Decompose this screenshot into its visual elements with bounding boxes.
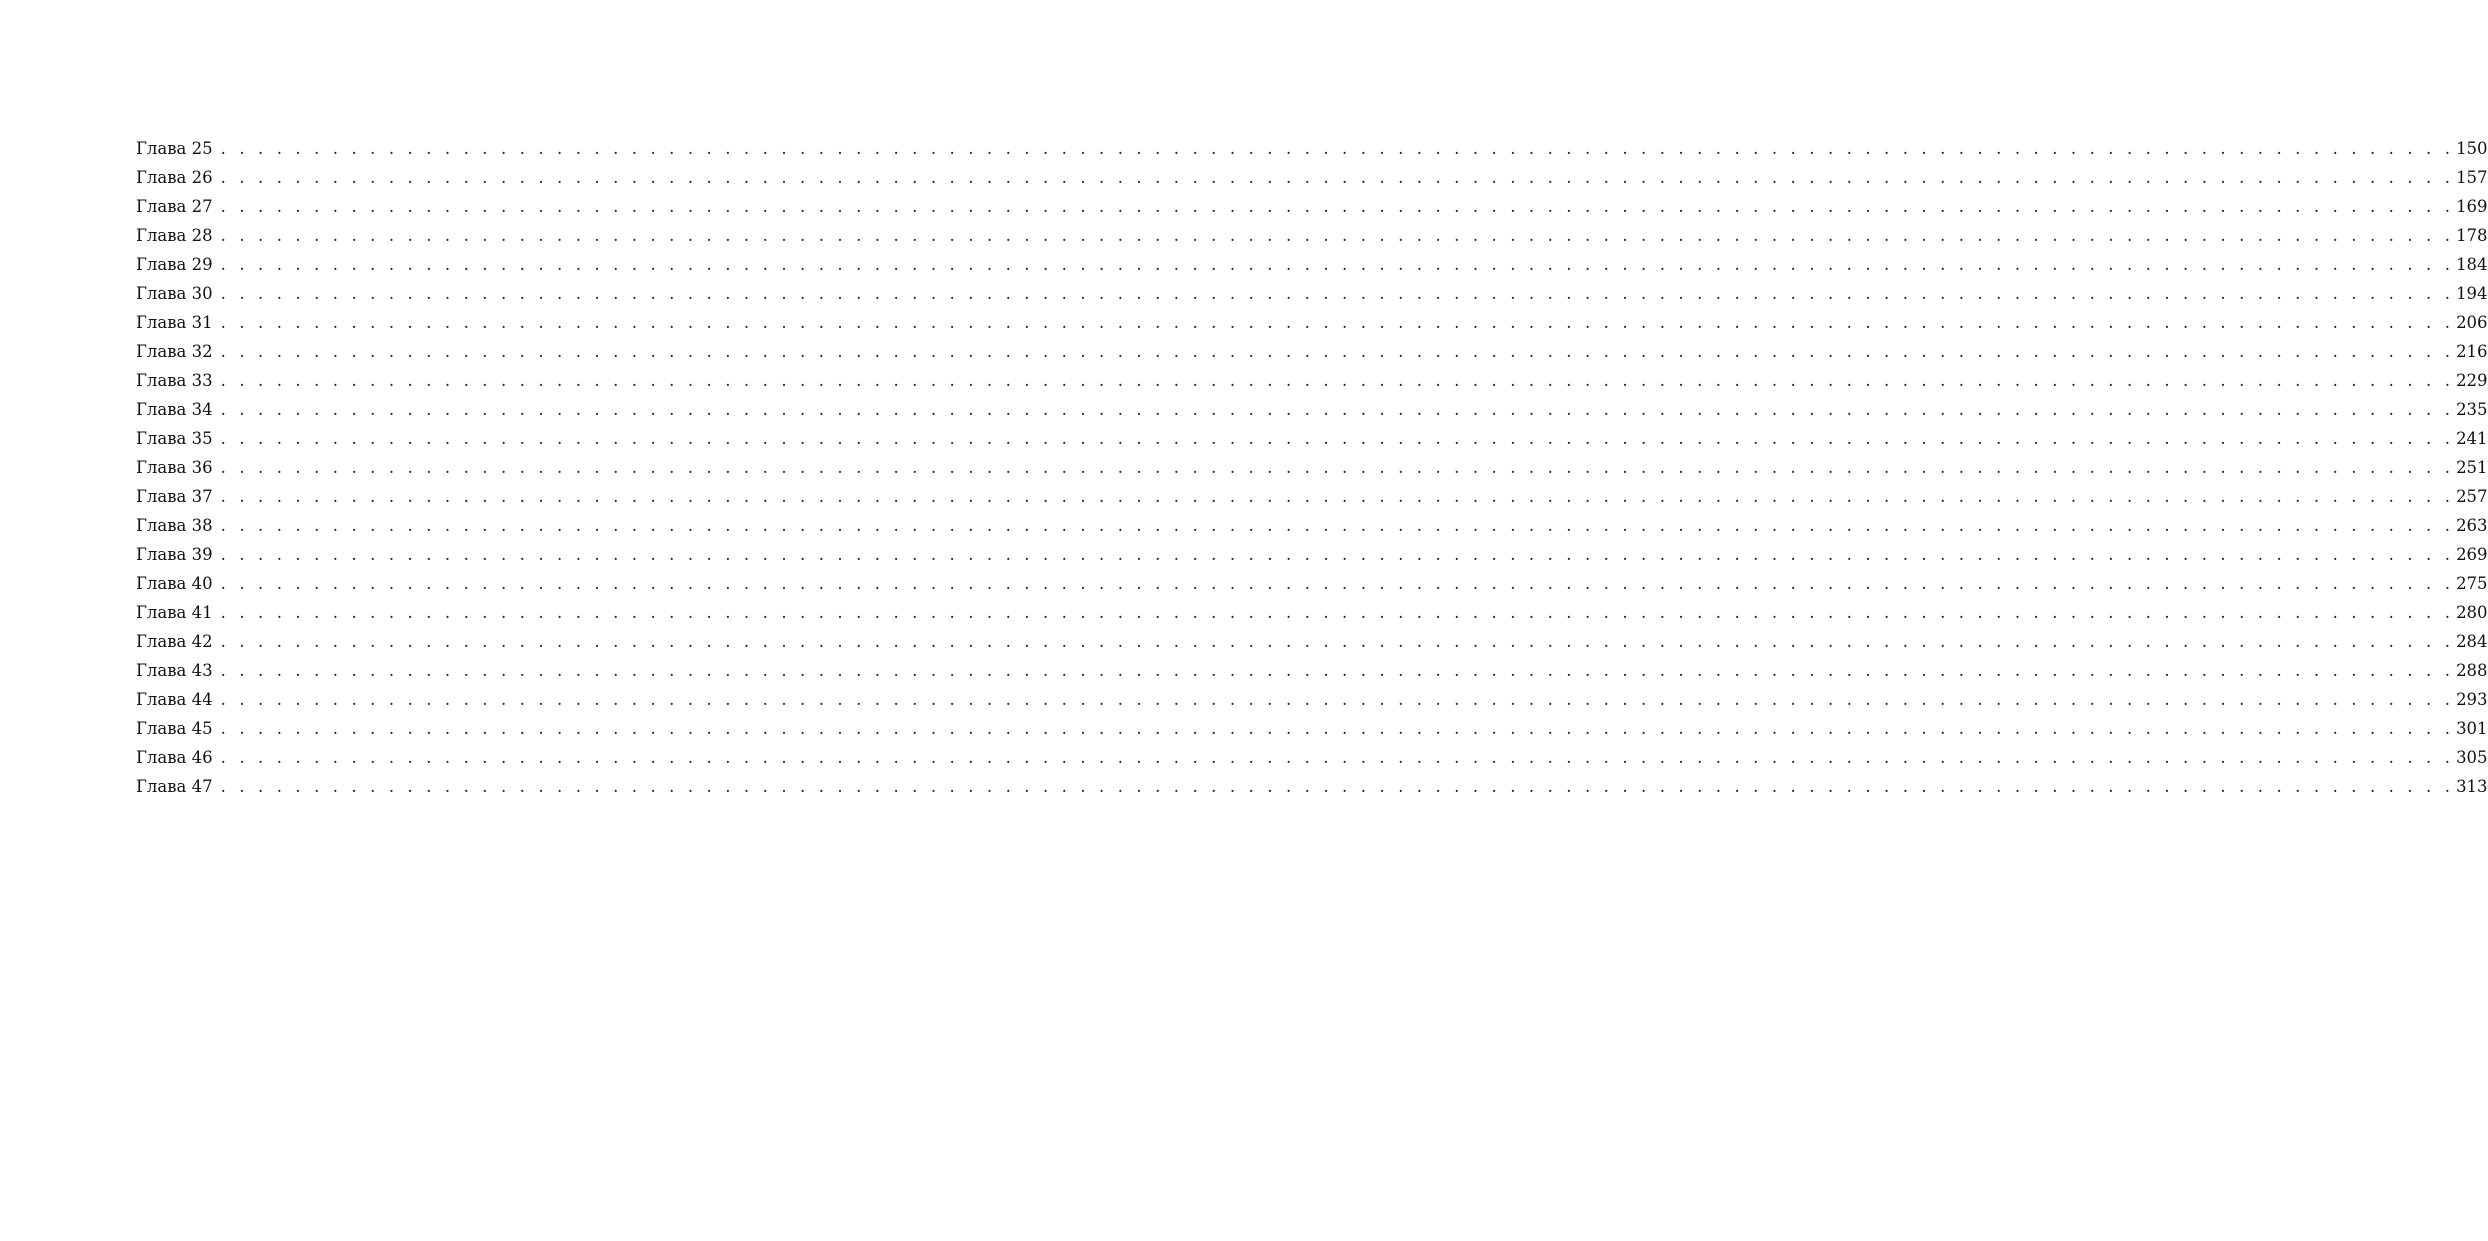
toc-entry-page-number: 194 <box>2456 284 2488 303</box>
toc-entry-label: Глава 30 <box>136 284 213 303</box>
toc-entry[interactable] <box>136 631 2488 660</box>
dot-leader: . . . . . . . . . . . . . . . . . . . . . . . . . . . . . . . . . . . . . . . . . . . . . . . . . . . . . . . . . . . . . . . . . . . . . . . . . . . . . . . . . . . . . . . . . . . . . . . . . . . . . . . . . . . . . . . . . . . . . . . . <box>220 748 2455 767</box>
dot-leader: . . . . . . . . . . . . . . . . . . . . . . . . . . . . . . . . . . . . . . . . . . . . . . . . . . . . . . . . . . . . . . . . . . . . . . . . . . . . . . . . . . . . . . . . . . . . . . . . . . . . . . . . . . . . . . . . . . . . . . . . <box>220 719 2455 738</box>
toc-entry-page-number: 305 <box>2456 748 2488 767</box>
toc-entry[interactable] <box>136 544 2488 573</box>
dot-leader: . . . . . . . . . . . . . . . . . . . . . . . . . . . . . . . . . . . . . . . . . . . . . . . . . . . . . . . . . . . . . . . . . . . . . . . . . . . . . . . . . . . . . . . . . . . . . . . . . . . . . . . . . . . . . . . . . . . . . . . . <box>220 139 2455 158</box>
toc-entry[interactable] <box>136 399 2488 428</box>
toc-entry-page-number: 288 <box>2456 661 2488 680</box>
toc-entry[interactable] <box>136 138 2488 167</box>
toc-entry[interactable] <box>136 486 2488 515</box>
dot-leader: . . . . . . . . . . . . . . . . . . . . . . . . . . . . . . . . . . . . . . . . . . . . . . . . . . . . . . . . . . . . . . . . . . . . . . . . . . . . . . . . . . . . . . . . . . . . . . . . . . . . . . . . . . . . . . . . . . . . . . . . <box>220 661 2455 680</box>
toc-entry-page-number: 206 <box>2456 313 2488 332</box>
toc-entry[interactable] <box>136 689 2488 718</box>
toc-entry-label: Глава 45 <box>136 719 213 738</box>
toc-entry-page-number: 263 <box>2456 516 2488 535</box>
toc-entry-page-number: 313 <box>2456 777 2488 796</box>
toc-entry-label: Глава 43 <box>136 661 213 680</box>
toc-entry-label: Глава 33 <box>136 371 213 390</box>
toc-entry-label: Глава 40 <box>136 574 213 593</box>
toc-entry[interactable] <box>136 428 2488 457</box>
dot-leader: . . . . . . . . . . . . . . . . . . . . . . . . . . . . . . . . . . . . . . . . . . . . . . . . . . . . . . . . . . . . . . . . . . . . . . . . . . . . . . . . . . . . . . . . . . . . . . . . . . . . . . . . . . . . . . . . . . . . . . . . <box>220 545 2455 564</box>
dot-leader: . . . . . . . . . . . . . . . . . . . . . . . . . . . . . . . . . . . . . . . . . . . . . . . . . . . . . . . . . . . . . . . . . . . . . . . . . . . . . . . . . . . . . . . . . . . . . . . . . . . . . . . . . . . . . . . . . . . . . . . . <box>220 429 2455 448</box>
toc-entry-label: Глава 26 <box>136 168 213 187</box>
toc-entry-page-number: 301 <box>2456 719 2488 738</box>
toc-entry-page-number: 257 <box>2456 487 2488 506</box>
toc-entry-page-number: 178 <box>2456 226 2488 245</box>
dot-leader: . . . . . . . . . . . . . . . . . . . . . . . . . . . . . . . . . . . . . . . . . . . . . . . . . . . . . . . . . . . . . . . . . . . . . . . . . . . . . . . . . . . . . . . . . . . . . . . . . . . . . . . . . . . . . . . . . . . . . . . . <box>220 400 2455 419</box>
dot-leader: . . . . . . . . . . . . . . . . . . . . . . . . . . . . . . . . . . . . . . . . . . . . . . . . . . . . . . . . . . . . . . . . . . . . . . . . . . . . . . . . . . . . . . . . . . . . . . . . . . . . . . . . . . . . . . . . . . . . . . . . <box>220 777 2455 796</box>
toc-entry[interactable] <box>136 602 2488 631</box>
toc-entry[interactable] <box>136 341 2488 370</box>
dot-leader: . . . . . . . . . . . . . . . . . . . . . . . . . . . . . . . . . . . . . . . . . . . . . . . . . . . . . . . . . . . . . . . . . . . . . . . . . . . . . . . . . . . . . . . . . . . . . . . . . . . . . . . . . . . . . . . . . . . . . . . . <box>220 516 2455 535</box>
toc-entry-page-number: 275 <box>2456 574 2488 593</box>
toc-entry-label: Глава 44 <box>136 690 213 709</box>
toc-entry-label: Глава 39 <box>136 545 213 564</box>
toc-entry-label: Глава 35 <box>136 429 213 448</box>
dot-leader: . . . . . . . . . . . . . . . . . . . . . . . . . . . . . . . . . . . . . . . . . . . . . . . . . . . . . . . . . . . . . . . . . . . . . . . . . . . . . . . . . . . . . . . . . . . . . . . . . . . . . . . . . . . . . . . . . . . . . . . . <box>220 371 2455 390</box>
toc-entry-page-number: 157 <box>2456 168 2488 187</box>
toc-entry-page-number: 280 <box>2456 603 2488 622</box>
dot-leader: . . . . . . . . . . . . . . . . . . . . . . . . . . . . . . . . . . . . . . . . . . . . . . . . . . . . . . . . . . . . . . . . . . . . . . . . . . . . . . . . . . . . . . . . . . . . . . . . . . . . . . . . . . . . . . . . . . . . . . . . <box>220 226 2455 245</box>
toc-entry[interactable] <box>136 660 2488 689</box>
toc-entry-label: Глава 38 <box>136 516 213 535</box>
dot-leader: . . . . . . . . . . . . . . . . . . . . . . . . . . . . . . . . . . . . . . . . . . . . . . . . . . . . . . . . . . . . . . . . . . . . . . . . . . . . . . . . . . . . . . . . . . . . . . . . . . . . . . . . . . . . . . . . . . . . . . . . <box>220 690 2455 709</box>
toc-entry-label: Глава 36 <box>136 458 213 477</box>
toc-entry[interactable] <box>136 254 2488 283</box>
dot-leader: . . . . . . . . . . . . . . . . . . . . . . . . . . . . . . . . . . . . . . . . . . . . . . . . . . . . . . . . . . . . . . . . . . . . . . . . . . . . . . . . . . . . . . . . . . . . . . . . . . . . . . . . . . . . . . . . . . . . . . . . <box>220 632 2455 651</box>
table-of-contents <box>136 138 2488 805</box>
toc-entry-label: Глава 28 <box>136 226 213 245</box>
dot-leader: . . . . . . . . . . . . . . . . . . . . . . . . . . . . . . . . . . . . . . . . . . . . . . . . . . . . . . . . . . . . . . . . . . . . . . . . . . . . . . . . . . . . . . . . . . . . . . . . . . . . . . . . . . . . . . . . . . . . . . . . <box>220 574 2455 593</box>
dot-leader: . . . . . . . . . . . . . . . . . . . . . . . . . . . . . . . . . . . . . . . . . . . . . . . . . . . . . . . . . . . . . . . . . . . . . . . . . . . . . . . . . . . . . . . . . . . . . . . . . . . . . . . . . . . . . . . . . . . . . . . . <box>220 168 2455 187</box>
dot-leader: . . . . . . . . . . . . . . . . . . . . . . . . . . . . . . . . . . . . . . . . . . . . . . . . . . . . . . . . . . . . . . . . . . . . . . . . . . . . . . . . . . . . . . . . . . . . . . . . . . . . . . . . . . . . . . . . . . . . . . . . <box>220 284 2455 303</box>
dot-leader: . . . . . . . . . . . . . . . . . . . . . . . . . . . . . . . . . . . . . . . . . . . . . . . . . . . . . . . . . . . . . . . . . . . . . . . . . . . . . . . . . . . . . . . . . . . . . . . . . . . . . . . . . . . . . . . . . . . . . . . . <box>220 342 2455 361</box>
toc-entry-label: Глава 34 <box>136 400 213 419</box>
toc-entry-page-number: 150 <box>2456 139 2488 158</box>
toc-entry[interactable] <box>136 776 2488 805</box>
toc-entry[interactable] <box>136 718 2488 747</box>
toc-entry-page-number: 284 <box>2456 632 2488 651</box>
toc-entry-label: Глава 41 <box>136 603 213 622</box>
dot-leader: . . . . . . . . . . . . . . . . . . . . . . . . . . . . . . . . . . . . . . . . . . . . . . . . . . . . . . . . . . . . . . . . . . . . . . . . . . . . . . . . . . . . . . . . . . . . . . . . . . . . . . . . . . . . . . . . . . . . . . . . <box>220 458 2455 477</box>
toc-entry[interactable] <box>136 370 2488 399</box>
toc-entry-label: Глава 47 <box>136 777 213 796</box>
toc-entry-label: Глава 32 <box>136 342 213 361</box>
toc-entry-label: Глава 25 <box>136 139 213 158</box>
dot-leader: . . . . . . . . . . . . . . . . . . . . . . . . . . . . . . . . . . . . . . . . . . . . . . . . . . . . . . . . . . . . . . . . . . . . . . . . . . . . . . . . . . . . . . . . . . . . . . . . . . . . . . . . . . . . . . . . . . . . . . . . <box>220 603 2455 622</box>
dot-leader: . . . . . . . . . . . . . . . . . . . . . . . . . . . . . . . . . . . . . . . . . . . . . . . . . . . . . . . . . . . . . . . . . . . . . . . . . . . . . . . . . . . . . . . . . . . . . . . . . . . . . . . . . . . . . . . . . . . . . . . . <box>220 255 2455 274</box>
toc-entry[interactable] <box>136 747 2488 776</box>
toc-entry[interactable] <box>136 573 2488 602</box>
toc-entry-label: Глава 29 <box>136 255 213 274</box>
toc-entry-page-number: 229 <box>2456 371 2488 390</box>
toc-entry-page-number: 169 <box>2456 197 2488 216</box>
toc-entry-page-number: 216 <box>2456 342 2488 361</box>
toc-entry[interactable] <box>136 312 2488 341</box>
toc-entry-page-number: 235 <box>2456 400 2488 419</box>
toc-entry-page-number: 241 <box>2456 429 2488 448</box>
toc-entry[interactable] <box>136 283 2488 312</box>
toc-entry-page-number: 251 <box>2456 458 2488 477</box>
toc-entry[interactable] <box>136 515 2488 544</box>
toc-entry-label: Глава 37 <box>136 487 213 506</box>
toc-entry-label: Глава 27 <box>136 197 213 216</box>
toc-entry-page-number: 269 <box>2456 545 2488 564</box>
dot-leader: . . . . . . . . . . . . . . . . . . . . . . . . . . . . . . . . . . . . . . . . . . . . . . . . . . . . . . . . . . . . . . . . . . . . . . . . . . . . . . . . . . . . . . . . . . . . . . . . . . . . . . . . . . . . . . . . . . . . . . . . <box>220 313 2455 332</box>
toc-entry[interactable] <box>136 225 2488 254</box>
toc-entry-page-number: 293 <box>2456 690 2488 709</box>
toc-entry-label: Глава 46 <box>136 748 213 767</box>
toc-entry[interactable] <box>136 457 2488 486</box>
toc-entry-page-number: 184 <box>2456 255 2488 274</box>
toc-entry-label: Глава 42 <box>136 632 213 651</box>
toc-entry[interactable] <box>136 196 2488 225</box>
dot-leader: . . . . . . . . . . . . . . . . . . . . . . . . . . . . . . . . . . . . . . . . . . . . . . . . . . . . . . . . . . . . . . . . . . . . . . . . . . . . . . . . . . . . . . . . . . . . . . . . . . . . . . . . . . . . . . . . . . . . . . . . <box>220 197 2455 216</box>
dot-leader: . . . . . . . . . . . . . . . . . . . . . . . . . . . . . . . . . . . . . . . . . . . . . . . . . . . . . . . . . . . . . . . . . . . . . . . . . . . . . . . . . . . . . . . . . . . . . . . . . . . . . . . . . . . . . . . . . . . . . . . . <box>220 487 2455 506</box>
toc-entry[interactable] <box>136 167 2488 196</box>
toc-entry-label: Глава 31 <box>136 313 213 332</box>
